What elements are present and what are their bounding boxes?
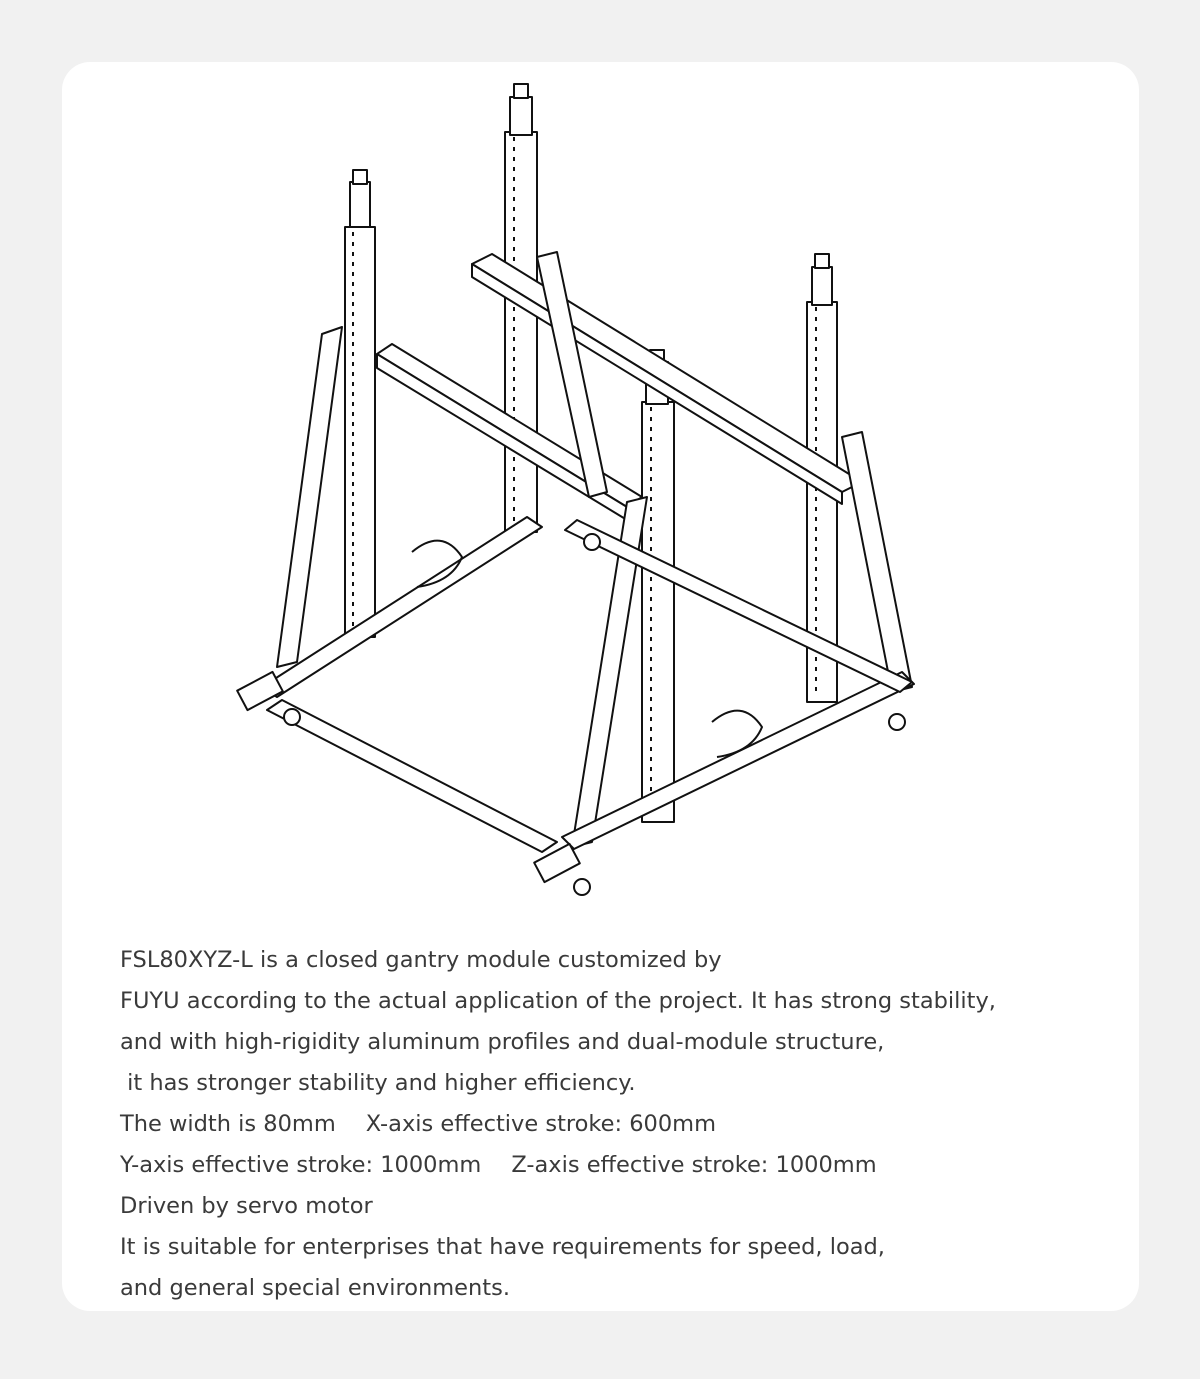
spec-y-stroke: Y-axis effective stroke: 1000mm	[120, 1152, 482, 1178]
suitability-line-1: It is suitable for enterprises that have requirements for speed, load,	[120, 1234, 885, 1260]
description-line-1: FSL80XYZ-L is a closed gantry module customized by	[120, 947, 722, 973]
spec-row-2	[120, 1145, 1100, 1186]
spec-x-stroke: X-axis effective stroke: 600mm	[365, 1111, 716, 1137]
spec-width: The width is 80mm	[120, 1111, 336, 1137]
spec-z-stroke: Z-axis effective stroke: 1000mm	[511, 1152, 877, 1178]
post-back-left	[345, 170, 375, 637]
spec-drive: Driven by servo motor	[120, 1193, 373, 1219]
suitability-line-2: and general special environments.	[120, 1275, 510, 1301]
brace-left	[277, 327, 342, 667]
post-front	[642, 350, 674, 822]
gantry-frame-drawing-icon	[222, 72, 982, 922]
base-front-rail	[267, 700, 557, 852]
spec-row-1	[120, 1104, 1100, 1145]
description-line-2: FUYU according to the actual application of the project. It has strong stability,	[120, 988, 996, 1014]
product-card	[62, 62, 1139, 1311]
description-line-4: it has stronger stability and higher efficiency.	[120, 1070, 636, 1096]
description-line-3: and with high-rigidity aluminum profiles and dual-module structure,	[120, 1029, 885, 1055]
product-description	[120, 940, 1100, 1309]
